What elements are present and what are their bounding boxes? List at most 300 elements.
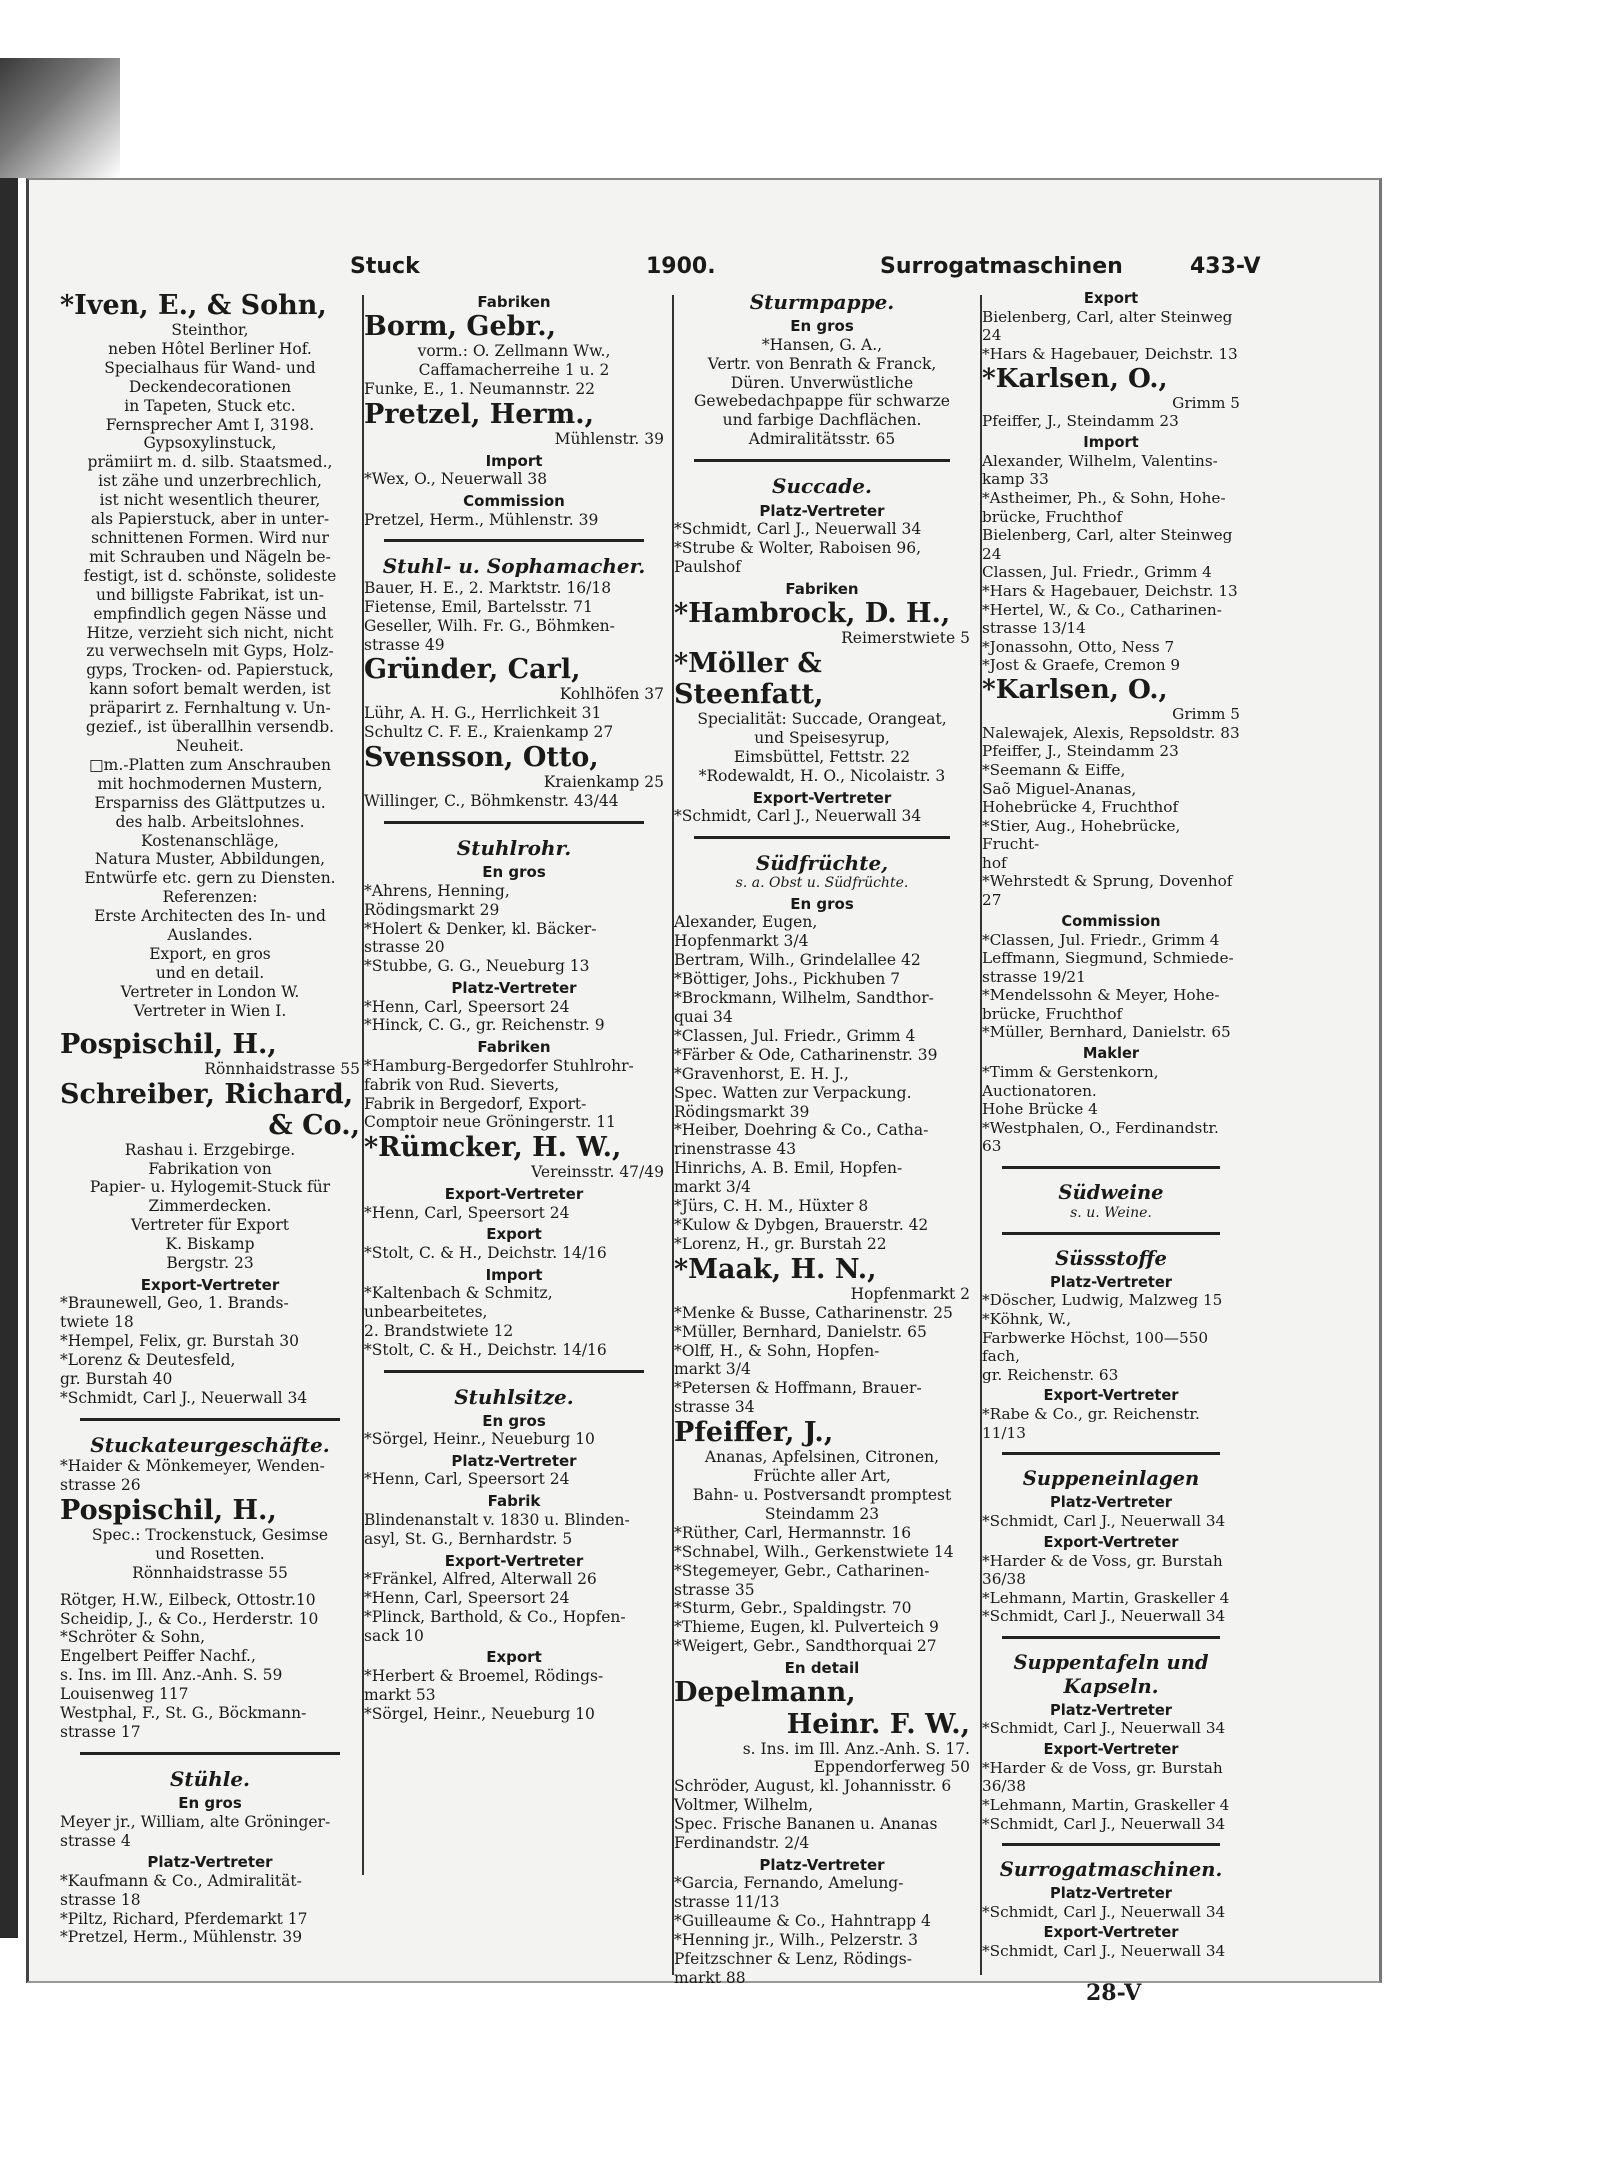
text-line: rinenstrasse 43 [674,1140,797,1159]
section-rule [384,1370,644,1373]
category-label: Fabriken [785,579,859,598]
text-line: *Schmidt, Carl J., Neuerwall 34 [982,1902,1226,1921]
section-title: Kapseln. [1063,1674,1159,1698]
text-line: markt 53 [364,1685,436,1704]
text-line: twiete 18 [60,1313,134,1332]
entry: Pretzel, Herm., Mühlenstr. 39 [364,510,599,529]
text-line: *Classen, Jul. Friedr., Grimm 4 [674,1026,916,1045]
section-title: Suppentafeln und [1013,1650,1209,1674]
entry-list [364,1430,664,1449]
text-line: Bielenberg, Carl, alter Steinweg 24 [982,526,1233,563]
firm-name: *Rümcker, H. W., [364,1132,622,1164]
section-title: Stuckateurgeschäfte. [90,1432,330,1457]
text-line: Ersparniss des Glättputzes u. [94,793,326,812]
text-line: strasse 49 [364,635,445,654]
header-left: Stuck [350,254,420,279]
text-line: *Hinck, C. G., gr. Reichenstr. 9 [364,1016,605,1035]
text-line: Rönnhaidstrasse 55 [132,1563,288,1582]
text-line: strasse 34 [674,1398,755,1417]
text-line: *Jonassohn, Otto, Ness 7 [982,637,1175,656]
text-line: Alexander, Wilhelm, Valentins- [982,451,1218,470]
section-title: Suppeneinlagen [1022,1467,1200,1491]
text-line: Rödingsmarkt 39 [674,1102,810,1121]
book-spine-shadow [0,58,120,178]
category-label: Export [486,1648,542,1667]
text-line: Steinthor, [171,321,249,340]
text-line: gyps, Trocken- od. Papierstuck, [86,661,334,680]
text-line: *Schmidt, Carl J., Neuerwall 34 [674,806,922,825]
text-line: Vertreter in London W. [120,982,300,1001]
category-label: Export-Vertreter [444,1551,584,1570]
firm-name: Depelmann, [674,1677,856,1709]
text-line: *Lehmann, Martin, Graskeller 4 [982,1588,1230,1607]
text-line: Gewebedachpappe für schwarze [694,392,950,411]
text-line: Bahn- u. Postversandt promptest [692,1486,952,1505]
text-line: *Müller, Bernhard, Danielstr. 65 [674,1322,927,1341]
text-line: asyl, St. G., Bernhardstr. 5 [364,1529,573,1548]
address: Grimm 5 [1172,393,1240,412]
entry-list [982,1759,1240,1833]
category-label: Import [485,1265,543,1284]
text-line: *Lorenz, H., gr. Burstah 22 [674,1234,887,1253]
category-label: Export-Vertreter [1043,1533,1179,1551]
text-line: *Westphalen, O., Ferdinandstr. 63 [982,1118,1219,1156]
entry-list [674,1304,970,1417]
text-line: *Classen, Jul. Friedr., Grimm 4 [982,930,1220,949]
text-line: *Rabe & Co., gr. Reichenstr. 11/13 [982,1405,1200,1442]
firm-name: Pospischil, H., [60,1494,277,1526]
text-line: gezief., ist überallhin versendb. [85,718,335,737]
text-line: Rashau i. Erzgebirge. [124,1140,296,1159]
category-label: Fabriken [477,1038,551,1057]
firm-name: Svensson, Otto, [364,742,599,774]
text-line: Düren. Unverwüstliche [730,373,914,392]
text-line: Nalewajek, Alexis, Repsoldstr. 83 [982,723,1240,742]
text-line: Auslandes. [167,926,253,945]
text-line: Hinrichs, A. B. Emil, Hopfen- [674,1159,903,1178]
text-line: Erste Architecten des In- und [94,907,326,926]
address: Grimm 5 [1172,705,1240,724]
text-line: *Färber & Ode, Catharinenstr. 39 [674,1045,938,1064]
text-line: und Speisesyrup, [754,728,890,747]
signature-mark: 28-V [1086,1980,1142,2006]
text-line: schnittenen Formen. Wird nur [91,529,329,548]
text-line: *Stegemeyer, Gebr., Catharinen- [674,1561,930,1580]
text-line: *Kulow & Dybgen, Brauerstr. 42 [674,1215,929,1234]
text-line: *Strube & Wolter, Raboisen 96, [674,538,922,557]
text-line: ist zähe und unzerbrechlich, [98,472,322,491]
text-line: Lühr, A. H. G., Herrlichkeit 31 [364,704,602,723]
section-title: Succade. [772,474,872,499]
ad-block [60,1526,360,1583]
text-line: *Plinck, Barthold, & Co., Hopfen- [364,1607,626,1626]
text-line: *Jürs, C. H. M., Hüxter 8 [674,1197,869,1216]
ad-block [60,321,360,1021]
text-line: Fietense, Emil, Bartelsstr. 71 [364,597,593,616]
section-rule [694,459,950,462]
text-line: gr. Burstah 40 [60,1369,173,1388]
text-line: *Müller, Bernhard, Danielstr. 65 [982,1023,1231,1042]
text-line: Comptoir neue Gröningerstr. 11 [364,1113,616,1132]
entry-list [982,1719,1240,1738]
text-line: Spec. Watten zur Verpackung. [674,1083,912,1102]
category-label: Export [1083,290,1139,307]
address: Kohlhöfen 37 [559,685,664,704]
text-line: strasse 4 [60,1831,131,1850]
text-line: Entwürfe etc. gern zu Diensten. [84,869,336,888]
text-line: Hohebrücke 4, Fruchthof [982,798,1179,817]
text-line: *Sörgel, Heinr., Neueburg 10 [364,1704,595,1723]
section-rule [80,1418,340,1421]
entry-list [674,336,970,449]
text-line: und billigste Fabrikat, ist un- [96,585,324,604]
category-label: Platz-Vertreter [759,501,885,520]
section-rule [1002,1166,1220,1169]
text-line: *Lehmann, Martin, Graskeller 4 [982,1796,1230,1815]
text-line: *Kaufmann & Co., Admiralität- [60,1871,302,1890]
text-line: festigt, ist d. schönste, solideste [83,566,337,585]
text-line: Export, en gros [149,944,271,963]
text-line: strasse 13/14 [982,619,1086,638]
text-line: *Sturm, Gebr., Spaldingstr. 70 [674,1599,912,1618]
firm-name: & Co., [268,1109,360,1141]
column-3 [674,290,970,1988]
text-line: Referenzen: [162,888,258,907]
entry-list [982,931,1240,1043]
text-line: *Schmidt, Carl J., Neuerwall 34 [982,1814,1226,1833]
text-line: *Rüther, Carl, Hermannstr. 16 [674,1523,912,1542]
text-line: *Stier, Aug., Hohebrücke, Frucht- [982,816,1181,854]
text-line: Fabrikation von [148,1159,272,1178]
text-line: Pfeiffer, J., Steindamm 23 [982,742,1179,761]
entry: Pfeiffer, J., Steindamm 23 [982,412,1179,431]
page-header [350,254,1261,294]
category-label: Export-Vertreter [1043,1924,1179,1942]
text-line: Bertram, Wilh., Grindelallee 42 [674,951,921,970]
entry-list [364,704,664,742]
entry-list [364,1511,664,1549]
column-1 [60,290,360,1947]
firm-name: Pfeiffer, J., [674,1417,834,1449]
category-label: Platz-Vertreter [1049,1701,1172,1719]
category-label: En gros [482,863,546,882]
entry-list [674,520,970,577]
entry: Funke, E., 1. Neumannstr. 22 [364,380,596,399]
text-line: Rötger, H.W., Eilbeck, Ottostr.10 [60,1590,316,1609]
category-label: Makler [1082,1045,1140,1063]
category-label: Platz-Vertreter [451,979,577,998]
text-line: *Schnabel, Wilh., Gerkenstwiete 14 [674,1542,954,1561]
ad-block [674,1740,970,1778]
text-line: Voltmer, Wilhelm, [674,1796,814,1815]
category-label: Export-Vertreter [140,1275,280,1294]
text-line: Eppendorferweg 50 [813,1758,970,1777]
book-spine [0,58,18,1938]
entry-list [982,1291,1240,1384]
text-line: Classen, Jul. Friedr., Grimm 4 [982,563,1212,582]
text-line: neben Hôtel Berliner Hof. [108,339,312,358]
entry: *Wex, O., Neuerwall 38 [364,470,548,489]
section-title: Stuhlsitze. [454,1384,574,1409]
text-line: Ananas, Apfelsinen, Citronen, [704,1448,940,1467]
firm-name: Heinr. F. W., [786,1708,970,1740]
text-line: s. Ins. im Ill. Anz.-Anh. S. 17. [742,1739,970,1758]
section-rule [1002,1636,1220,1639]
category-label: Commission [463,492,565,511]
entry-list [364,1470,664,1489]
text-line: unbearbeitetes, [364,1302,488,1321]
section-title: Surrogatmaschinen. [999,1858,1223,1882]
firm-name: Borm, Gebr., [364,311,557,343]
text-line: Bielenberg, Carl, alter Steinweg 24 [982,307,1233,345]
firm-name: Schreiber, Richard, [60,1078,354,1110]
text-line: Fabrik in Bergedorf, Export- [364,1094,587,1113]
text-line: Deckendecorationen [128,377,292,396]
text-line: quai 34 [674,1008,733,1026]
text-line: *Hempel, Felix, gr. Burstah 30 [60,1332,299,1351]
text-line: Hohe Brücke 4 [982,1100,1098,1119]
text-line: Blindenanstalt v. 1830 u. Blinden- [364,1510,630,1529]
text-line: strasse 26 [60,1476,141,1494]
section-rule [80,1752,340,1755]
ad-block [60,1141,360,1273]
category-label: Platz-Vertreter [1049,1885,1172,1903]
text-line: *Garcia, Fernando, Amelung- [674,1874,904,1893]
text-line: Kostenanschläge, [141,831,279,850]
text-line: fabrik von Rud. Sieverts, [364,1075,560,1094]
text-line: *Schmidt, Carl J., Neuerwall 34 [982,1512,1226,1531]
text-line: s. Ins. im Ill. Anz.-Anh. S. 59 [60,1666,283,1685]
text-line: *Gravenhorst, E. H. J., [674,1064,849,1083]
text-line: *Harder & de Voss, gr. Burstah 36/38 [982,1551,1223,1589]
text-line: *Köhnk, W., [982,1310,1072,1329]
category-label: Export-Vertreter [752,788,892,807]
entry-list [982,452,1240,675]
text-line: Eimsbüttel, Fettstr. 22 [733,747,911,766]
text-line: *Thieme, Eugen, kl. Pulverteich 9 [674,1618,939,1637]
text-line: *Schröter & Sohn, [60,1628,206,1647]
text-line: Engelbert Peiffer Nachf., [60,1647,256,1666]
text-line: *Mendelssohn & Meyer, Hohe- [982,986,1220,1005]
entry-list [364,579,664,655]
category-label: Fabriken [477,293,551,311]
text-line: Neuheit. [176,736,244,755]
entry-list [364,882,664,977]
category-label: Export-Vertreter [1043,1740,1179,1758]
text-line: mit Schrauben und Nägeln be- [89,547,331,566]
text-line: Leffmann, Siegmund, Schmiede- [982,949,1234,968]
text-line: *Timm & Gerstenkorn, [982,1062,1159,1081]
text-line: *Brockmann, Wilhelm, Sandthor- [674,989,934,1008]
text-line: vorm.: O. Zellmann Ww., [417,342,611,361]
text-line: Alexander, Eugen, [674,913,818,932]
text-line: markt 3/4 [674,1178,751,1197]
text-line: *Hars & Hagebauer, Deichstr. 13 [982,345,1238,364]
entry-list [60,1591,360,1742]
text-line: *Guilleaume & Co., Hahntrapp 4 [674,1912,931,1931]
entry-list [674,807,970,826]
text-line: *Lorenz & Deutesfeld, [60,1350,236,1369]
firm-name: *Karlsen, O., [982,673,1168,705]
text-line: *Döscher, Ludwig, Malzweg 15 [982,1291,1223,1310]
address: Vereinsstr. 47/49 [531,1163,664,1182]
text-line: strasse 18 [60,1890,141,1909]
category-label: Commission [1061,912,1161,930]
firm-name: Gründer, Carl, [364,654,581,686]
category-label: Export-Vertreter [444,1185,584,1204]
section-rule [384,821,644,824]
text-line: prämiirt m. d. silb. Staatsmed., [87,453,333,472]
text-line: strasse 11/13 [674,1893,780,1912]
text-line: *Haider & Mönkemeyer, Wenden- [60,1457,325,1476]
entry-list [364,1057,664,1133]
section-rule [694,836,950,839]
text-line: Farbwerke Höchst, 100—550 fach, [982,1328,1209,1366]
entry-list [364,998,664,1036]
entry-list [364,1204,664,1223]
text-line: Spec.: Trockenstuck, Gesimse [91,1525,329,1544]
text-line: brücke, Fruchthof [982,507,1123,526]
text-line: gr. Reichenstr. 63 [982,1365,1119,1384]
text-line: *Henn, Carl, Speersort 24 [364,1588,570,1607]
text-line: Früchte aller Art, [753,1467,891,1486]
header-right: Surrogatmaschinen [880,254,1123,279]
text-line: *Weigert, Gebr., Sandthorquai 27 [674,1637,937,1656]
text-line: *Petersen & Hoffmann, Brauer- [674,1379,922,1398]
address: Mühlenstr. 39 [554,430,664,449]
text-line: *Ahrens, Henning, [364,881,510,900]
text-line: *Hansen, G. A., [761,335,883,354]
entry-list [674,913,970,1253]
text-line: Zimmerdecken. [148,1197,272,1216]
text-line: *Fränkel, Alfred, Alterwall 26 [364,1569,597,1588]
text-line: empfindlich gegen Nässe und [93,604,327,623]
category-label: Platz-Vertreter [147,1853,273,1872]
entry-list [982,308,1240,364]
text-line: markt 88 [674,1968,746,1987]
entry-list [982,1903,1240,1922]
text-line: Louisenweg 117 [60,1685,189,1704]
text-line: Vertreter für Export [131,1216,289,1235]
category-label: Platz-Vertreter [451,1452,577,1471]
text-line: Bergstr. 23 [166,1254,254,1273]
text-line: Hitze, verzieht sich nicht, nicht [86,623,334,642]
entry-list [982,724,1240,910]
text-line: zu verwechseln mit Gyps, Holz- [86,642,334,661]
text-line: kann sofort bemalt werden, ist [89,680,331,699]
category-label: En gros [790,895,854,914]
entry-list [364,1667,664,1724]
text-line: strasse 35 [674,1580,755,1599]
category-label: Export [486,1225,542,1244]
text-line: *Schmidt, Carl J., Neuerwall 34 [982,1719,1226,1738]
text-line: *Astheimer, Ph., & Sohn, Hohe- [982,489,1226,508]
address: Hopfenmarkt 2 [850,1284,970,1303]
text-line: Vertr. von Benrath & Franck, [707,354,937,373]
text-line: markt 3/4 [674,1360,751,1379]
address: Kraienkamp 25 [543,773,664,792]
text-line: Papier- u. Hylogemit-Stuck für [89,1178,331,1197]
text-line: als Papierstuck, aber in unter- [90,510,330,529]
section-title: Stühle. [169,1766,251,1791]
text-line: *Harder & de Voss, gr. Burstah 36/38 [982,1758,1223,1796]
entry-list [60,1872,360,1948]
entry-list [364,1284,664,1360]
text-line: *Stubbe, G. G., Neueburg 13 [364,957,590,976]
category-label: Platz-Vertreter [1049,1273,1172,1291]
text-line: *Jost & Graefe, Cremon 9 [982,656,1181,675]
cross-reference: s. a. Obst u. Südfrüchte. [735,875,909,892]
entry-list [364,1570,664,1646]
text-line: sack 10 [364,1626,424,1645]
category-label: En gros [482,1411,546,1430]
entry-list [982,1552,1240,1626]
category-label: Import [1083,433,1139,451]
entry-list [982,1512,1240,1531]
text-line: Auctionatoren. [982,1081,1097,1100]
text-line: und farbige Dachflächen. [722,411,922,430]
text-line: *Olff, H., & Sohn, Hopfen- [674,1341,880,1360]
section-title: Süssstoffe [1055,1246,1167,1270]
text-line: *Henning jr., Wilh., Pelzerstr. 3 [674,1931,919,1950]
text-line: Schultz C. F. E., Kraienkamp 27 [364,723,614,742]
category-label: Import [485,452,543,471]
text-line: Ferdinandstr. 2/4 [674,1834,810,1853]
text-line: Vertreter in Wien I. [133,1001,287,1020]
text-line: *Schmidt, Carl J., Neuerwall 34 [982,1942,1226,1961]
text-line: *Stolt, C. & H., Deichstr. 14/16 [364,1340,607,1359]
text-line: Rödingsmarkt 29 [364,900,500,919]
text-line: brücke, Fruchthof [982,1004,1123,1023]
category-label: En gros [790,317,854,336]
text-line: *Holert & Denker, kl. Bäcker- [364,919,597,938]
section-rule [1002,1452,1220,1455]
text-line: Natura Muster, Abbildungen, [94,850,326,869]
text-line: und en detail. [155,963,265,982]
firm-name: *Maak, H. N., [674,1253,877,1285]
category-label: Export-Vertreter [1043,1387,1179,1405]
ad-block [674,1448,970,1524]
section-title: Stuhlrohr. [456,836,572,861]
text-line: ist nicht wesentlich theurer, [99,491,321,510]
text-line: *Schmidt, Carl J., Neuerwall 34 [60,1388,308,1407]
text-line: *Wehrstedt & Sprung, Dovenhof 27 [982,872,1233,910]
section-title: Südweine [1058,1180,1164,1204]
text-line: □m.-Platten zum Anschrauben [89,755,331,774]
text-line: Caffamacherreihe 1 u. 2 [418,361,610,380]
firm-name: *Karlsen, O., [982,362,1168,394]
text-line: *Sörgel, Heinr., Neueburg 10 [364,1430,595,1449]
section-rule [1002,1843,1220,1846]
text-line: K. Biskamp [165,1235,255,1254]
text-line: *Henn, Carl, Speersort 24 [364,1470,570,1489]
column-4 [982,290,1240,1961]
text-line: strasse 20 [364,938,445,957]
firm-name: *Iven, E., & Sohn, [60,290,327,321]
text-line: *Henn, Carl, Speersort 24 [364,1203,570,1222]
entry-list [60,1294,360,1407]
text-line: in Tapeten, Stuck etc. [124,396,296,415]
firm-name: *Hambrock, D. H., [674,597,951,629]
entry-list [982,1063,1240,1156]
firm-name: Pretzel, Herm., [364,399,595,431]
entry-list [982,1942,1240,1961]
section-rule [1002,1232,1220,1235]
text-line: Scheidip, J., & Co., Herderstr. 10 [60,1609,319,1628]
column-2 [364,290,664,1723]
section-rule [384,539,644,542]
text-line: *Heiber, Doehring & Co., Catha- [674,1121,929,1140]
